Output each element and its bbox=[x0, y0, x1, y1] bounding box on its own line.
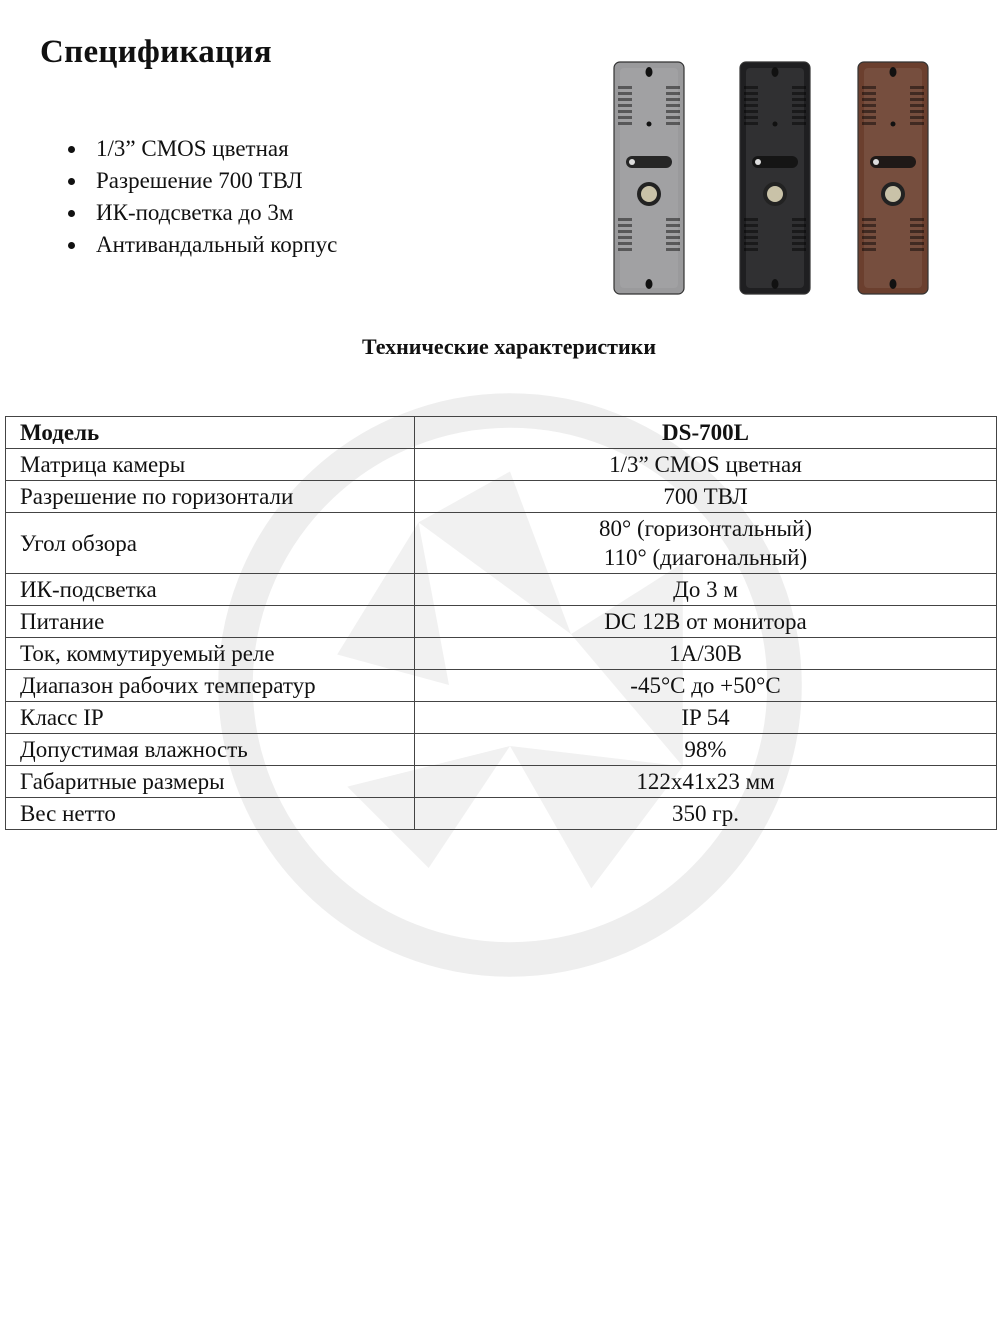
table-cell-value: 350 гр. bbox=[415, 798, 997, 830]
table-row bbox=[6, 638, 997, 670]
table-cell-value: 98% bbox=[415, 734, 997, 766]
value-line: 110° (диагональный) bbox=[603, 545, 808, 570]
table-cell-label: Класс IP bbox=[6, 702, 415, 734]
table-cell-label: Диапазон рабочих температур bbox=[6, 670, 415, 702]
table-cell-label: Ток, коммутируемый реле bbox=[6, 638, 415, 670]
table-cell-label: Габаритные размеры bbox=[6, 766, 415, 798]
table-cell-value: -45°С до +50°С bbox=[415, 670, 997, 702]
table-row bbox=[6, 513, 997, 574]
table-cell-value: 1А/30В bbox=[415, 638, 997, 670]
table-row bbox=[6, 798, 997, 830]
doorbell-panel-copper-image bbox=[854, 60, 932, 296]
table-cell-label: Угол обзора bbox=[6, 513, 415, 574]
feature-item: Антивандальный корпус bbox=[68, 229, 337, 261]
table-cell-value: До 3 м bbox=[415, 574, 997, 606]
table-row bbox=[6, 702, 997, 734]
feature-list bbox=[68, 133, 337, 261]
table-cell-value: 700 ТВЛ bbox=[415, 481, 997, 513]
table-cell-label: ИК-подсветка bbox=[6, 574, 415, 606]
table-cell-value: IP 54 bbox=[415, 702, 997, 734]
table-row bbox=[6, 606, 997, 638]
feature-item: Разрешение 700 ТВЛ bbox=[68, 165, 337, 197]
table-cell-label: Модель bbox=[6, 417, 415, 449]
table-cell-value: DS-700L bbox=[415, 417, 997, 449]
table-cell-label: Матрица камеры bbox=[6, 449, 415, 481]
spec-heading: Технические характеристики bbox=[361, 334, 657, 359]
table-row bbox=[6, 766, 997, 798]
table-cell-label: Допустимая влажность bbox=[6, 734, 415, 766]
table-header-row bbox=[6, 417, 997, 449]
page-title: Спецификация bbox=[40, 34, 272, 70]
table-cell-value: 1/3” CMOS цветная bbox=[415, 449, 997, 481]
table-cell-value bbox=[415, 513, 997, 574]
table-row bbox=[6, 481, 997, 513]
table-row bbox=[6, 734, 997, 766]
doorbell-panel-silver-image bbox=[610, 60, 688, 296]
table-row bbox=[6, 574, 997, 606]
table-cell-value: DC 12В от монитора bbox=[415, 606, 997, 638]
table-cell-value: 122x41x23 мм bbox=[415, 766, 997, 798]
table-row bbox=[6, 449, 997, 481]
table-cell-label: Разрешение по горизонтали bbox=[6, 481, 415, 513]
table-cell-label: Питание bbox=[6, 606, 415, 638]
product-images bbox=[610, 55, 940, 305]
value-line: 80° (горизонтальный) bbox=[599, 516, 812, 541]
spec-table bbox=[5, 416, 997, 830]
doorbell-panel-black-image bbox=[736, 60, 814, 296]
table-row bbox=[6, 670, 997, 702]
feature-item: 1/3” CMOS цветная bbox=[68, 133, 337, 165]
table-cell-label: Вес нетто bbox=[6, 798, 415, 830]
feature-item: ИК-подсветка до 3м bbox=[68, 197, 337, 229]
